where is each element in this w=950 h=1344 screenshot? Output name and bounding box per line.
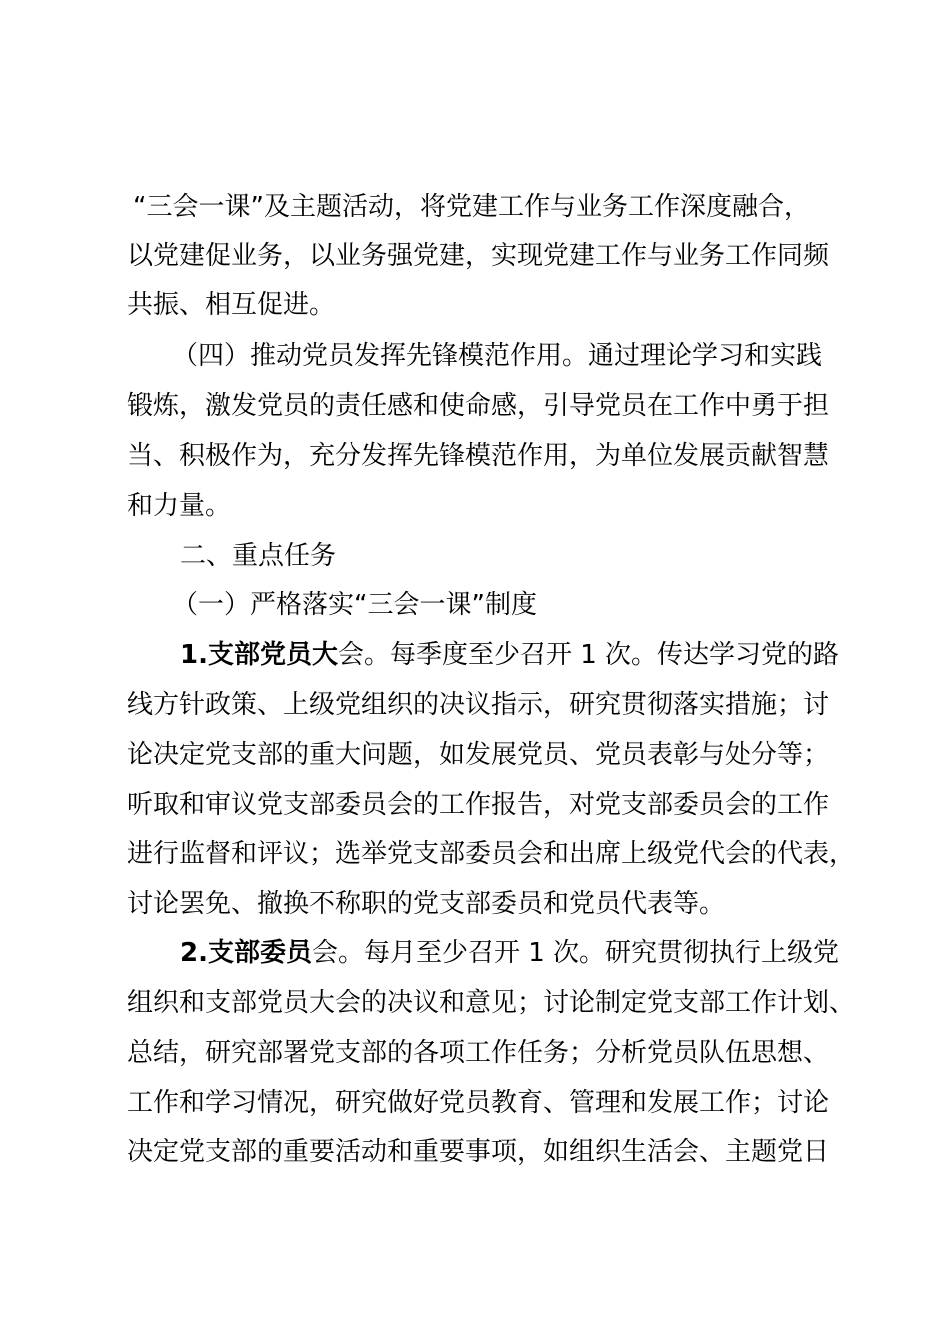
item-2-line [180, 935, 900, 971]
text-line: （四）推动党员发挥先锋模范作用。通过理论学习和实践 [172, 341, 823, 371]
subsection-heading: （一）严格落实“三会一课”制度 [172, 590, 537, 620]
text-line: 讨论罢免、撤换不称职的党支部委员和党员代表等。 [127, 889, 726, 919]
text-line: 锻炼，激发党员的责任感和使命感，引导党员在工作中勇于担 [127, 391, 830, 421]
text-line: 当、积极作为，充分发挥先锋模范作用，为单位发展贡献智慧 [127, 441, 830, 471]
text-line: 论决定党支部的重大问题，如发展党员、党员表彰与处分等； [127, 740, 830, 770]
text-line: 以党建促业务，以业务强党建，实现党建工作与业务工作同频 [127, 241, 830, 271]
item-1-line [180, 637, 900, 673]
text-line: 总结，研究部署党支部的各项工作任务；分析党员队伍思想、 [127, 1038, 830, 1068]
text-line: 线方针政策、上级党组织的决议指示，研究贯彻落实措施；讨 [127, 690, 830, 720]
text-line: 听取和审议党支部委员会的工作报告，对党支部委员会的工作 [127, 790, 830, 820]
item-1-text: 会。每季度至少召开 1 次。传达学习党的路 [337, 640, 840, 670]
text-line: 共振、相互促进。 [127, 290, 336, 320]
section-heading: 二、重点任务 [180, 541, 337, 571]
item-2-text: 会。每月至少召开 1 次。研究贯彻执行上级党 [311, 938, 840, 968]
text-line: 和力量。 [127, 491, 232, 521]
item-1-title: 1.支部党员大 [180, 640, 338, 670]
text-line: 决定党支部的重要活动和重要事项，如组织生活会、主题党日 [127, 1137, 830, 1167]
text-line: “三会一课”及主题活动，将党建工作与业务工作深度融合， [133, 192, 810, 222]
item-2-title: 2.支部委员 [180, 938, 312, 968]
text-line: 组织和支部党员大会的决议和意见；讨论制定党支部工作计划、 [127, 988, 856, 1018]
text-line: 进行监督和评议；选举党支部委员会和出席上级党代会的代表， [127, 839, 856, 869]
text-line: 工作和学习情况，研究做好党员教育、管理和发展工作；讨论 [127, 1088, 830, 1118]
